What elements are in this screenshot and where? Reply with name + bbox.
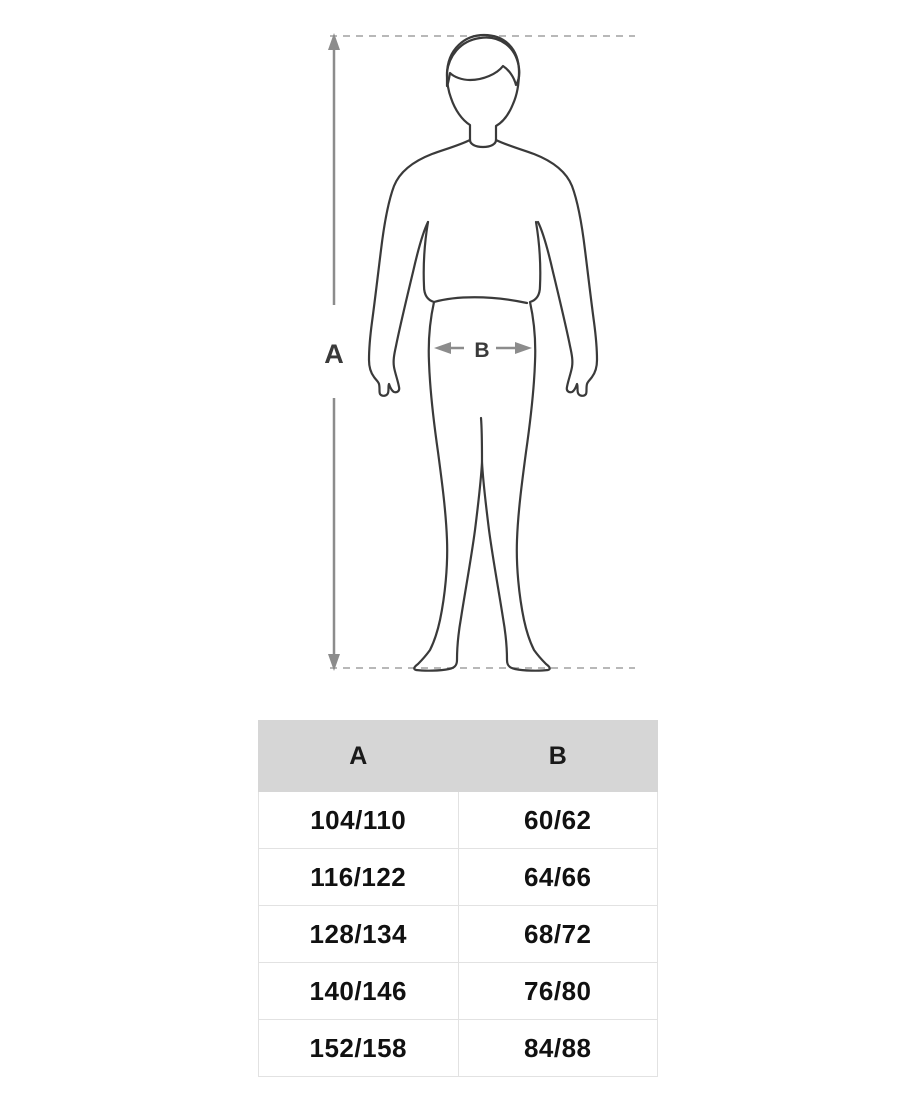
dimension-label-b: B — [474, 339, 490, 362]
cell-b: 64/66 — [458, 849, 658, 906]
column-header-b: B — [458, 721, 658, 792]
size-table — [258, 720, 658, 1077]
cell-b: 84/88 — [458, 1020, 658, 1077]
cell-a: 116/122 — [259, 849, 459, 906]
cell-a: 104/110 — [259, 792, 459, 849]
table-row — [259, 849, 658, 906]
column-header-a: A — [259, 721, 459, 792]
cell-b: 76/80 — [458, 963, 658, 1020]
cell-a: 128/134 — [259, 906, 459, 963]
cell-b: 60/62 — [458, 792, 658, 849]
table-header-row — [259, 721, 658, 792]
cell-a: 152/158 — [259, 1020, 459, 1077]
table-row — [259, 1020, 658, 1077]
size-table-container — [258, 720, 658, 1077]
cell-a: 140/146 — [259, 963, 459, 1020]
dimension-label-a: A — [324, 339, 344, 369]
table-row — [259, 963, 658, 1020]
cell-b: 68/72 — [458, 906, 658, 963]
table-row — [259, 906, 658, 963]
table-row — [259, 792, 658, 849]
